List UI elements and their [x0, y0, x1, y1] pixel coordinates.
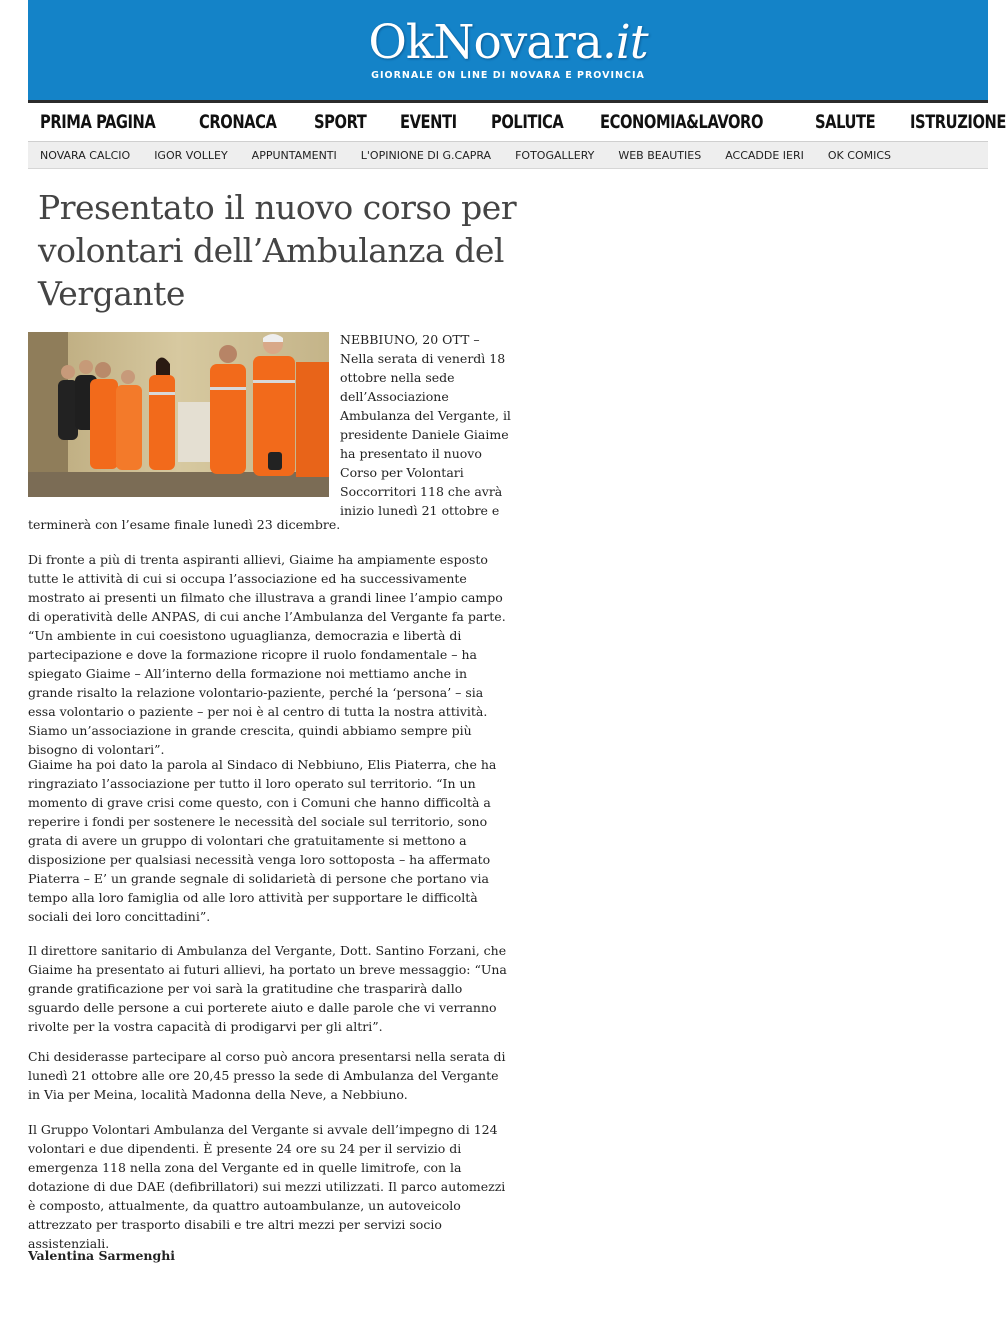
site-logo[interactable] — [28, 14, 988, 72]
masthead — [28, 0, 988, 100]
sub-nav-ok-comics[interactable]: OK COMICS — [827, 148, 891, 162]
logo-main[interactable]: OkNovara — [368, 15, 602, 70]
main-nav-eventi[interactable]: EVENTI — [400, 111, 457, 133]
site-tagline: GIORNALE ON LINE DI NOVARA E PROVINCIA — [371, 70, 645, 81]
sub-nav-igor-volley[interactable]: IGOR VOLLEY — [154, 148, 228, 162]
article-paragraph: Chi desiderasse partecipare al corso può ancora presentarsi nella serata di lunedì 21 ottobre alle ore 20,45 presso la sede di Ambulanza del Vergante in Via per Meina, località Madonna della Neve, a Nebbiuno. — [28, 1049, 506, 1102]
main-nav-sport[interactable]: SPORT — [314, 111, 367, 133]
article-photo[interactable] — [28, 332, 329, 497]
sub-nav-accadde-ieri[interactable]: ACCADDE IERI — [725, 148, 804, 162]
main-nav-cronaca[interactable]: CRONACA — [199, 111, 277, 133]
sub-nav-appuntamenti[interactable]: APPUNTAMENTI — [251, 148, 337, 162]
article-lead: NEBBIUNO, 20 OTT – Nella serata di venerdì 18 ottobre nella sede dell’Associazione Ambulanza del Vergante, il presidente Daniele Giaime ha presentato il nuovo Corso per Volontari Soccorritori 118 che avrà inizio lunedì 21 ottobre e — [340, 332, 511, 518]
article-author: Valentina Sarmenghi — [28, 1248, 176, 1263]
sub-nav-novara-calcio[interactable]: NOVARA CALCIO — [40, 148, 131, 162]
article-paragraph: Il Gruppo Volontari Ambulanza del Vergante si avvale dell’impegno di 124 volontari e due dipendenti. È presente 24 ore su 24 per il servizio di emergenza 118 nella zona del Vergante ed in quelle limitrofe, con la dotazione di due DAE (defibrillatori) sui mezzi utilizzati. Il parco automezzi è composto, attualmente, da quattro autoambulanze, un autoveicolo attrezzato per trasporto disabili e tre altri mezzi per servizi socio assistenziali. — [28, 1122, 506, 1251]
sub-nav-opinione-capra[interactable]: L'OPINIONE DI G.CAPRA — [360, 148, 492, 162]
sub-nav-web-beauties[interactable]: WEB BEAUTIES — [618, 148, 702, 162]
main-nav — [28, 103, 1006, 142]
main-nav-economia-lavoro[interactable]: ECONOMIA&LAVORO — [600, 111, 764, 133]
article-lead-tail: terminerà con l’esame finale lunedì 23 dicembre. — [28, 517, 341, 532]
article-paragraph: Giaime ha poi dato la parola al Sindaco di Nebbiuno, Elis Piaterra, che ha ringraziato l’associazione per tutto il loro operato sul territorio. “In un momento di grave crisi come questo, con i Comuni che hanno difficoltà a reperire i fondi per sostenere le necessità del sociale sul territorio, sono grata di avere un gruppo di volontari che gratuitamente si mettono a disposizione per qualsiasi necessità venga loro sottoposta – ha affermato Piaterra – E’ un grande segnale di solidarietà di persone che portano via tempo alla loro famiglia od alle loro attività per supportare le difficoltà sociali dei loro concittadini”. — [28, 757, 497, 924]
main-nav-istruzione[interactable]: ISTRUZIONE — [909, 111, 1006, 133]
sub-nav — [28, 142, 988, 169]
logo-tld[interactable]: .it — [601, 15, 648, 70]
article-paragraph: Di fronte a più di trenta aspiranti allievi, Giaime ha ampiamente esposto tutte le attività di cui si occupa l’associazione ed ha successivamente mostrato ai presenti un filmato che illustrava a grandi linee l’ampio campo di operatività delle ANPAS, di cui anche l’Ambulanza del Vergante fa parte. “Un ambiente in cui coesistono uguaglianza, democrazia e libertà di partecipazione e dove la formazione ricopre il ruolo fondamentale – ha spiegato Giaime – All’interno della formazione noi mettiamo anche in grande risalto la relazione volontario-paziente, perché la ‘persona’ – sia essa volontario o paziente – per noi è al centro di tutta la nostra attività. Siamo un’associazione in grande crescita, quindi abbiamo sempre più bisogno di volontari”. — [28, 552, 506, 757]
main-nav-politica[interactable]: POLITICA — [490, 111, 564, 133]
article-paragraph: Il direttore sanitario di Ambulanza del Vergante, Dott. Santino Forzani, che Giaime ha presentato ai futuri allievi, ha portato un breve messaggio: “Una grande gratificazione per voi sarà la gratitudine che trasparirà dallo sguardo delle persone a cui porterete aiuto e dalle parole che vi verranno rivolte per la vostra capacità di prodigarvi per gli altri”. — [28, 943, 507, 1034]
main-nav-prima-pagina[interactable]: PRIMA PAGINA — [40, 111, 156, 133]
article-title: Presentato il nuovo corso per volontari dell’Ambulanza del Vergante — [38, 188, 517, 313]
sub-nav-fotogallery[interactable]: FOTOGALLERY — [515, 148, 595, 162]
main-nav-salute[interactable]: SALUTE — [814, 111, 875, 133]
